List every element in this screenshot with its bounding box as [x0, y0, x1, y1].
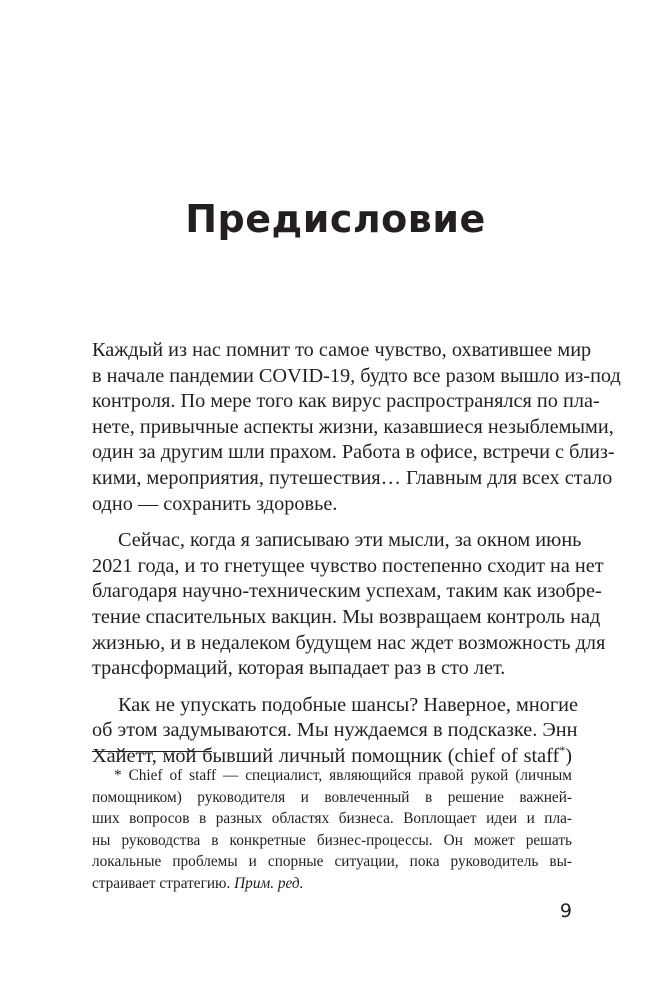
text-line-part: Хайетт, мой бывший личный помощник (chief of staff	[92, 744, 560, 767]
text-line: контроля. По мере того как вирус распространялся по пла-	[92, 390, 600, 413]
footnote-divider	[92, 751, 212, 752]
text-line: благодаря научно-техническим успехам, таким как изобре-	[92, 580, 602, 603]
text-line-part: )	[565, 744, 572, 767]
paragraph-1	[92, 338, 621, 517]
text-line: тение спасительных вакцин. Мы возвращаем контроль над	[92, 605, 601, 628]
paragraph-2	[92, 528, 606, 682]
text-line: в начале пандемии COVID-19, будто все разом вышло из-под	[92, 364, 621, 387]
footnote-line: ших вопросов в разных областях бизнеса. Воплощает идеи и пла-	[92, 810, 572, 827]
text-line: об этом задумываются. Мы нуждаемся в подсказке. Энн	[92, 719, 578, 742]
text-line: один за другим шли прахом. Работа в офисе, встречи с близ-	[92, 441, 615, 464]
text-line: Сейчас, когда я записываю эти мысли, за окном июнь	[118, 529, 582, 552]
footnote-line: * Chief of staff — специалист, являющийся правой рукой (личным	[114, 767, 572, 784]
chapter-title: Предисловие	[185, 197, 486, 241]
text-line: нете, привычные аспекты жизни, казавшиеся незыблемыми,	[92, 415, 614, 438]
footnote-line: ны руководства в конкретные бизнес-процессы. Он может решать	[92, 831, 572, 849]
footnote-line: помощником) руководителя и вовлеченный в решение важней-	[92, 788, 572, 806]
footnote-line: локальные проблемы и спорные ситуации, пока руководитель вы-	[92, 853, 572, 870]
page-number: 9	[559, 900, 572, 922]
footnote-line-last	[92, 873, 572, 895]
text-line: 2021 года, и то гнетущее чувство постепенно сходит на нет	[92, 554, 604, 577]
paragraph-3	[92, 693, 579, 770]
text-line: трансформаций, которая выпадает раз в сто лет.	[92, 657, 506, 680]
editor-note: Прим. ред.	[234, 874, 304, 892]
footnote-marker[interactable]: *	[559, 743, 566, 758]
main-text	[92, 338, 621, 781]
footnote-text: страивает стратегию.	[92, 874, 231, 892]
text-line: одно — сохранить здоровье.	[92, 492, 338, 515]
text-line: кими, мероприятия, путешествия… Главным для всех стало	[92, 466, 613, 489]
text-line: Каждый из нас помнит то самое чувство, охватившее мир	[92, 339, 592, 361]
text-line: жизнью, и в недалеком будущем нас ждет возможность для	[92, 631, 606, 654]
text-line: Как не упускать подобные шансы? Наверное, многие	[118, 693, 579, 716]
footnote	[92, 765, 572, 894]
